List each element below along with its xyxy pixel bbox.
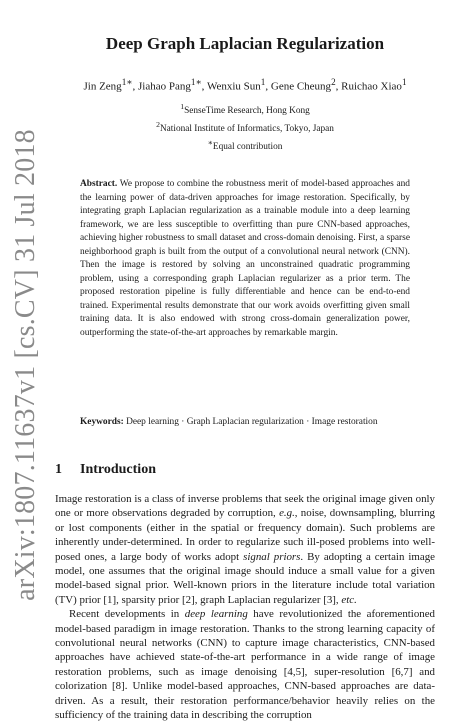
affiliation-mark: 2 — [156, 120, 160, 130]
abstract — [80, 178, 410, 340]
emphasis: etc. — [341, 593, 357, 606]
author-name: Wenxiu Sun — [206, 80, 261, 93]
emphasis: deep learning — [184, 608, 248, 621]
affiliation-text: National Institute of Informatics, Tokyo, Japan — [159, 124, 334, 135]
emphasis: signal priors — [243, 550, 301, 563]
abstract-label: Abstract. — [80, 179, 118, 189]
affiliation-text: SenseTime Research, Hong Kong — [184, 106, 310, 117]
section-title: Introduction — [80, 462, 156, 477]
text-run: have revolutionized the aforementioned model-based paradigm in image restoration. Thanks to the strong learning capacity of convolutional neural networks (CNN) to capture image characteristics, CNN-based approaches have achieved state-of-the-art performance in a wide range of image restoration problems, such as image denoising [4,5], super-resolution [6,7] and colorization [8]. Unlike model-based approaches, CNN-based approaches are data-driven. As a result, their restoration performance/behavior heavily relies on the sufficiency of the training data in describing the corruption — [55, 608, 435, 722]
text-run: Image restoration is a class of inverse problems that seek the original image given only one or more observations degraded by corruption, — [55, 493, 435, 520]
text-run: Recent developments in — [69, 608, 185, 621]
author-name: Jin Zeng — [83, 80, 122, 93]
text-run: , noise, downsampling, blurring or lost components (either in the spatial or frequency domain). Such problems are inherently under-determined. In order to regularize such ill-posed problems into well-posed ones, a large body of works adopt — [55, 507, 436, 563]
paper-title: Deep Graph Laplacian Regularization — [105, 34, 385, 53]
author-affiliation-mark: 2 — [331, 77, 336, 87]
author-affiliation-mark: 1∗ — [190, 77, 202, 87]
author-affiliation-mark: 1 — [260, 77, 266, 87]
paragraph — [55, 492, 435, 607]
affiliation-line — [55, 100, 435, 118]
arxiv-identifier: arXiv:1807.11637v1 [cs.CV] 31 Jul 2018 — [10, 129, 42, 601]
author-affiliation-mark: 1 — [401, 77, 407, 87]
arxiv-stamp — [4, 40, 48, 690]
affiliation-line — [55, 118, 435, 136]
introduction-body — [55, 492, 435, 723]
emphasis: e.g. — [279, 507, 295, 520]
keywords — [80, 416, 410, 430]
affiliations — [55, 100, 435, 154]
section-number: 1 — [55, 462, 62, 477]
keywords-label: Keywords: — [80, 417, 124, 427]
author-name: Jiahao Pang — [138, 80, 191, 93]
text-run: . By adopting a certain image model, one assumes that the original image should induce a small value for a given model-based signal prior. Well-known priors in the literature include total variation (TV) prior [1], sparsity prior [2], graph Laplacian regularizer [3], — [55, 550, 435, 606]
equal-contribution-text: Equal contribution — [212, 142, 283, 153]
author-name: Gene Cheung — [270, 80, 332, 93]
keywords-text: Deep learning · Graph Laplacian regularization · Image restoration — [126, 417, 378, 427]
affiliation-mark: 1 — [180, 102, 185, 111]
author-list: Jin Zeng$^{1∗}$, Jiahao Pang$^{1∗}$, Wenxiu Sun$^1$, Gene Cheung$^2$, Ruichao Xiao$^1$ — [83, 77, 407, 93]
equal-contribution-note — [55, 136, 435, 154]
equal-contribution-mark: ∗ — [207, 138, 213, 148]
author-name: Ruichao Xiao — [341, 80, 402, 93]
abstract-text: We propose to combine the robustness merit of model-based approaches and the learning power of data-driven approaches for image restoration. Specifically, by integrating graph Laplacian regularization as a trainable module into a deep learning framework, we are less susceptible to overfitting than pure CNN-based approaches, achieving higher robustness to small dataset and cross-domain denoising. First, a sparse neighborhood graph is built from the output of a convolutional neural network (CNN). Then the image is restored by solving an unconstrained quadratic programming problem, using a corresponding graph Laplacian regularizer as a prior term. The proposed restoration pipeline is fully differentiable and hence can be end-to-end trained. Experimental results demonstrate that our work avoids overfitting given small training data. It is also endowed with strong cross-domain generalization power, outperforming the state-of-the-art approaches by remarkable margin. — [80, 179, 410, 338]
paragraph — [55, 607, 435, 722]
section-heading — [55, 462, 156, 478]
author-affiliation-mark: 1∗ — [121, 77, 133, 87]
